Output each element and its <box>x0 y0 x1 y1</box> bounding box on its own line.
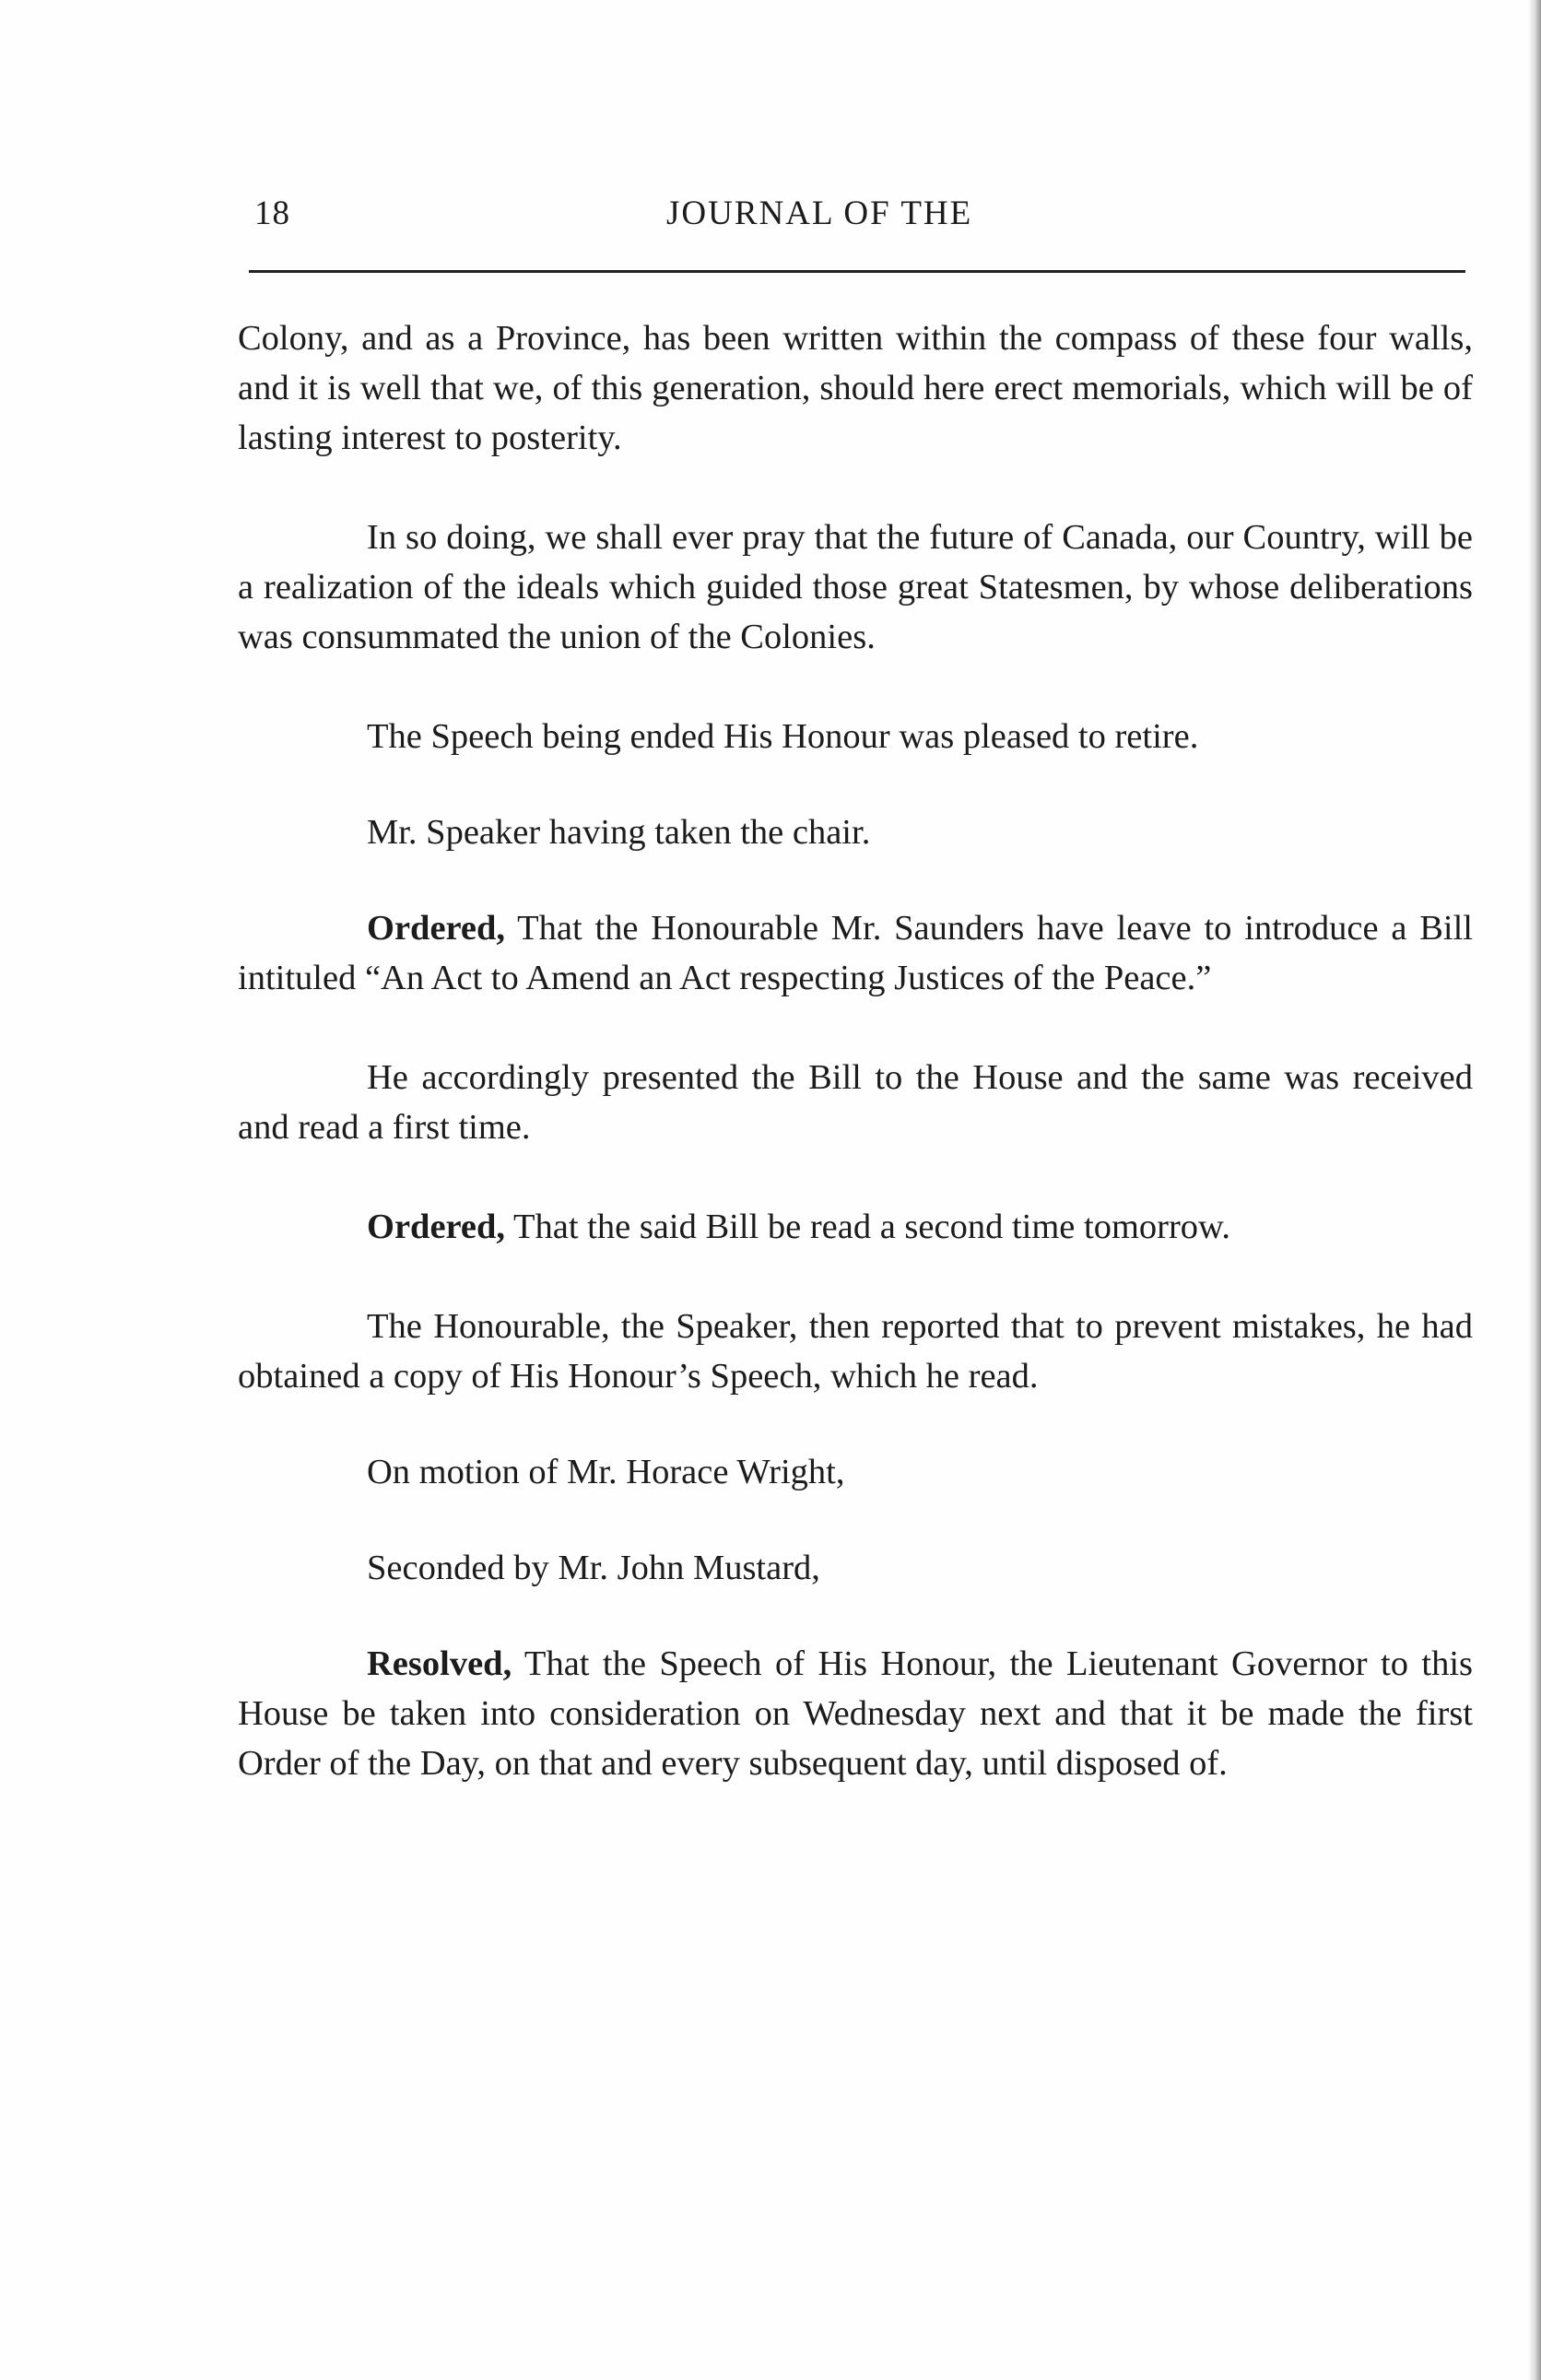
paragraph-prayer: In so doing, we shall ever pray that the future of Canada, our Country, will be a realization of the ideals which guided those great Statesmen, by whose deliberations was consummated the union of the Colonies. <box>238 518 1473 656</box>
paragraph-ordered-bill-leave <box>238 903 1473 1003</box>
ordered-text: That the Honourable Mr. Saunders have leave to introduce a Bill intituled “An Act to Amend an Act respecting Justices of the Peace.” <box>238 909 1473 997</box>
page-number: 18 <box>254 194 290 232</box>
paragraph-resolved <box>238 1639 1473 1788</box>
running-head: JOURNAL OF THE <box>666 194 973 232</box>
paragraph-ordered-second-reading <box>238 1202 1473 1252</box>
ordered-text: That the said Bill be read a second time tomorrow. <box>505 1208 1230 1246</box>
paragraph-speaker-chair: Mr. Speaker having taken the chair. <box>367 813 871 852</box>
ordered-label: Ordered, <box>367 1208 506 1246</box>
ordered-label: Ordered, <box>367 909 506 948</box>
header-rule <box>249 270 1465 273</box>
paragraph-continuation: Colony, and as a Province, has been written within the compass of these four walls, and it is well that we, of this generation, should here erect memorials, which will be of lasting interest to posterity. <box>238 319 1473 457</box>
paragraph-speaker-report: The Honourable, the Speaker, then reported that to prevent mistakes, he had obtained a copy of His Honour’s Speech, which he read. <box>238 1307 1473 1396</box>
paragraph-seconded: Seconded by Mr. John Mustard, <box>367 1549 820 1587</box>
resolved-text: That the Speech of His Honour, the Lieutenant Governor to this House be taken into consideration on Wednesday next and that it be made the first Order of the Day, on that and every subsequent day, until disposed of. <box>238 1644 1473 1783</box>
page-header <box>247 194 1465 249</box>
paragraph-motion: On motion of Mr. Horace Wright, <box>367 1453 845 1491</box>
journal-body <box>238 313 1473 1788</box>
paragraph-bill-presented: He accordingly presented the Bill to the House and the same was received and read a first time. <box>238 1058 1473 1147</box>
paragraph-speech-ended: The Speech being ended His Honour was pleased to retire. <box>367 717 1199 756</box>
resolved-label: Resolved, <box>367 1644 512 1683</box>
page-edge-shadow <box>1528 0 1541 2380</box>
